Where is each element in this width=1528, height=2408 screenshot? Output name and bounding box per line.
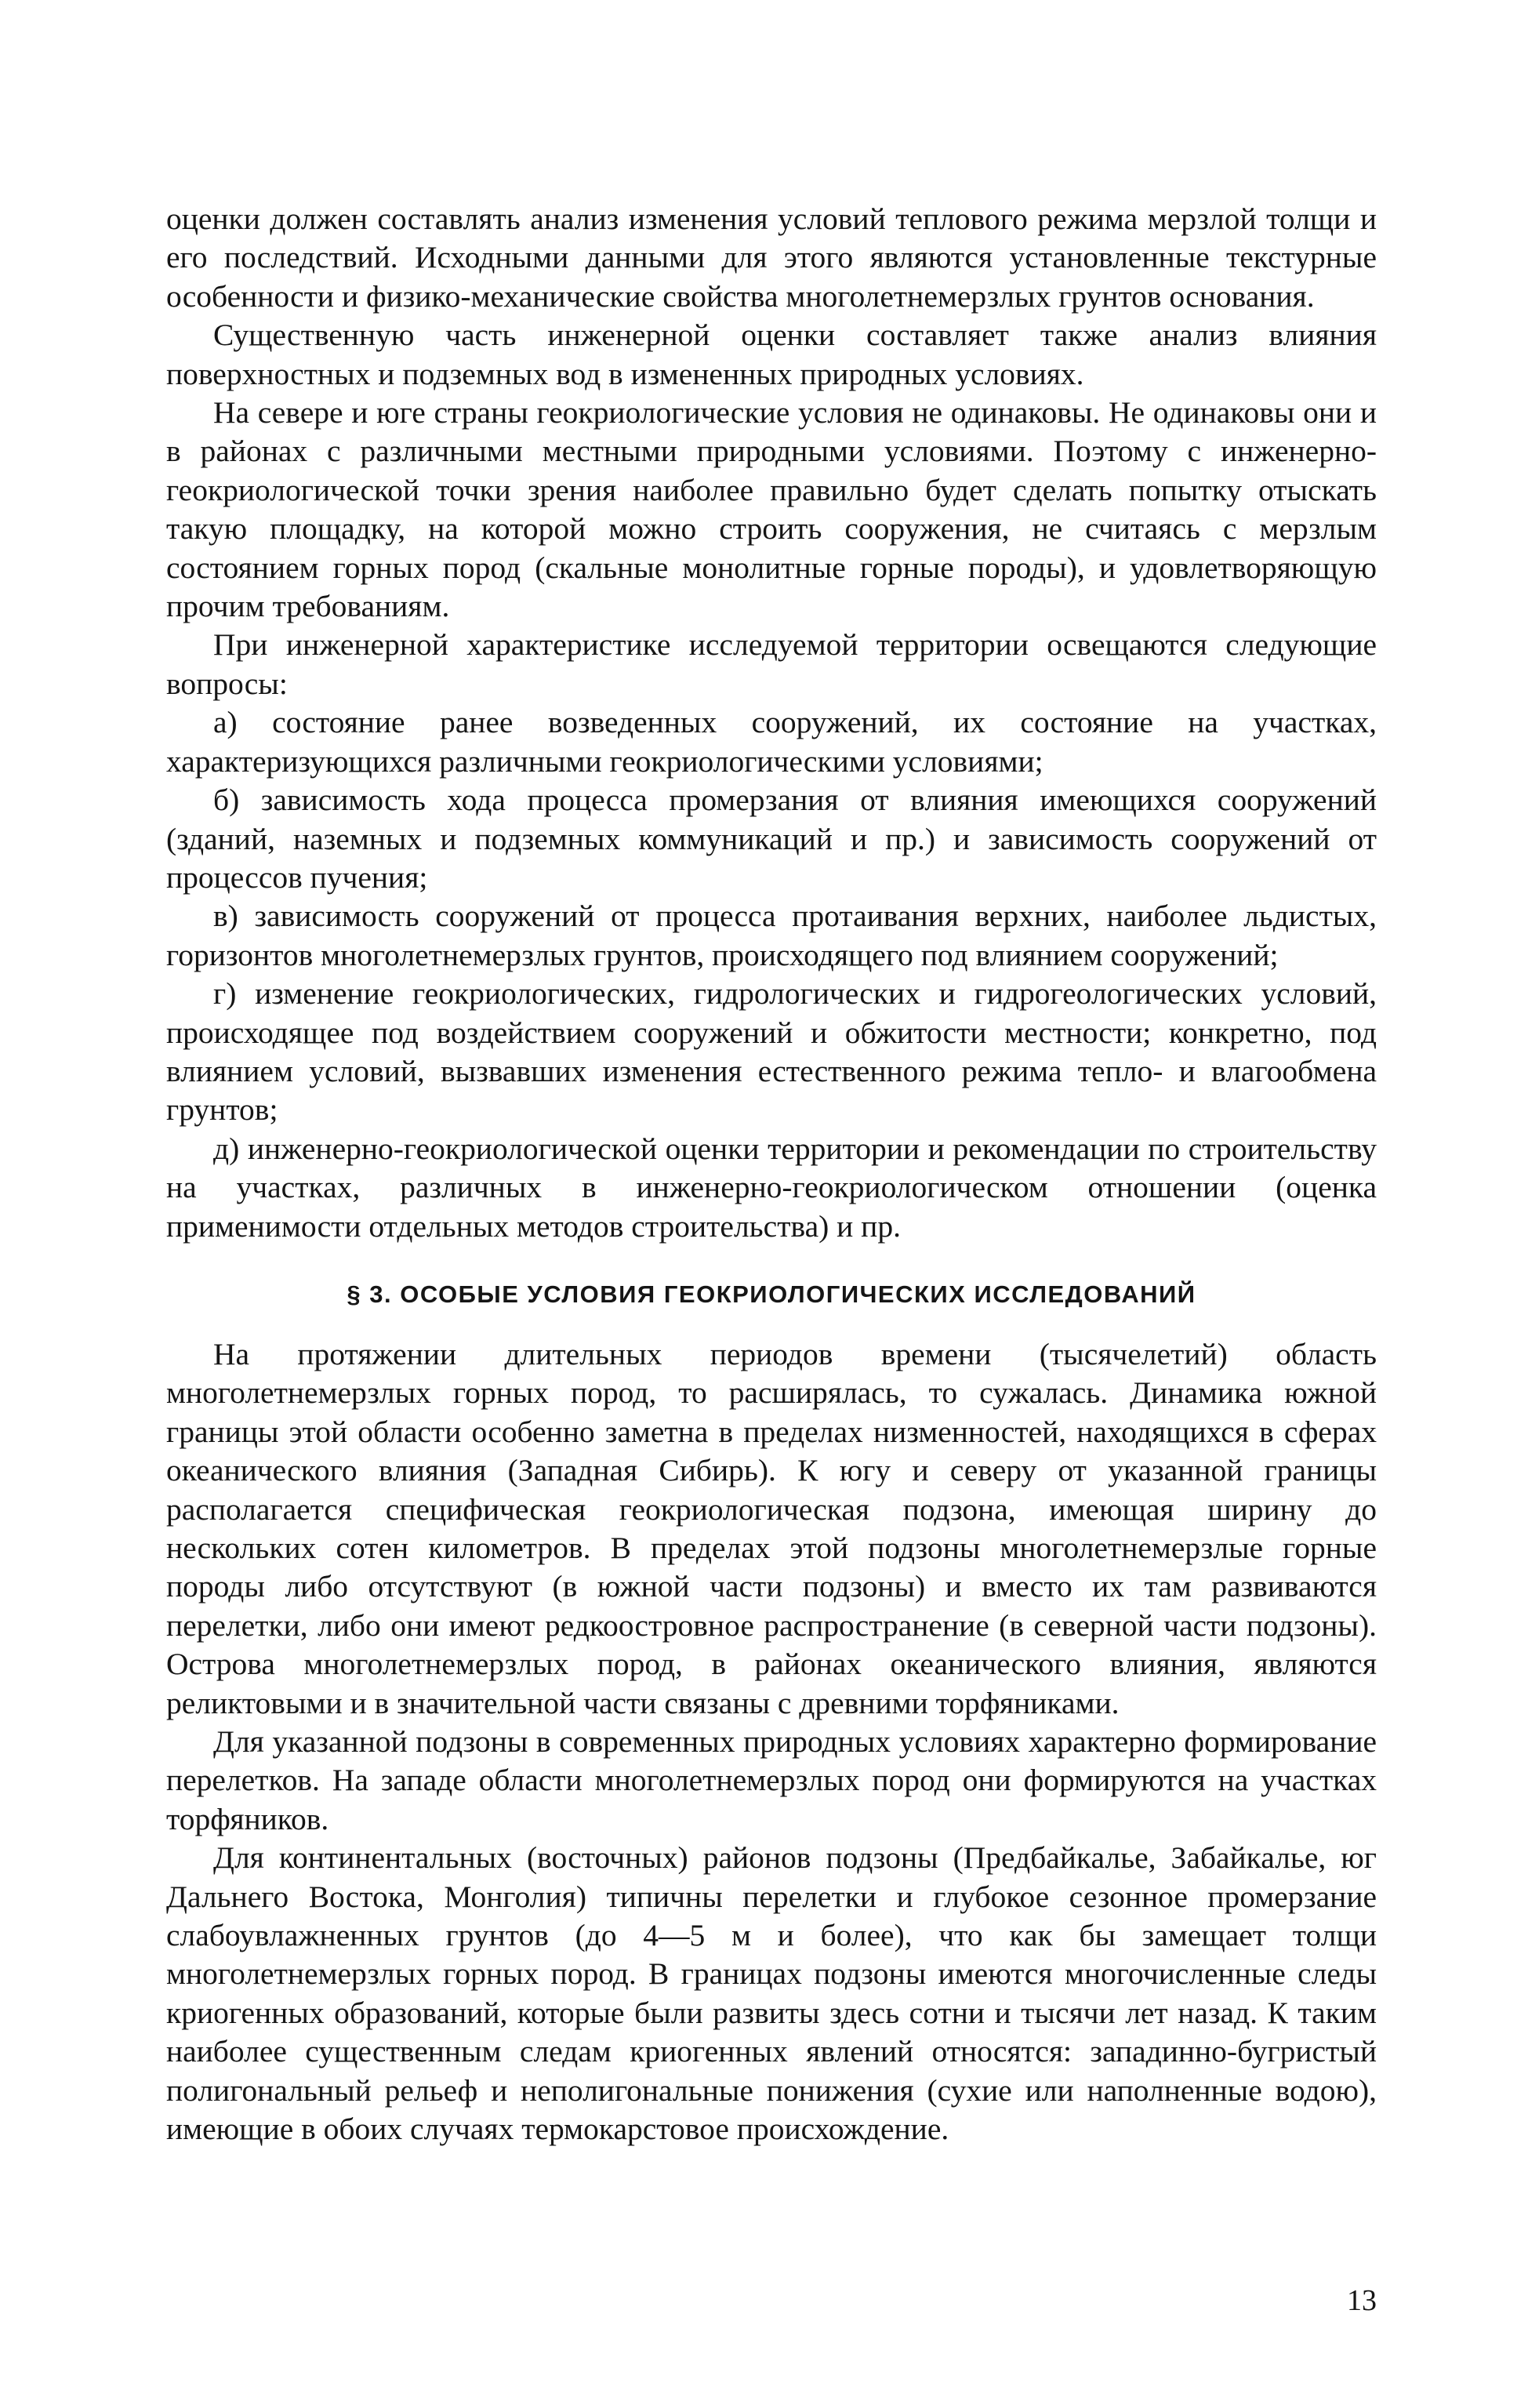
list-item: г) изменение геокриологических, гидрологических и гидрогеологических условий, происходящее под воздействием сооружений и обжитости местности; конкретно, под влиянием условий, вызвавших изменения естественного режима тепло- и влагообмена грунтов; <box>166 976 1377 1128</box>
section-heading: § 3. ОСОБЫЕ УСЛОВИЯ ГЕОКРИОЛОГИЧЕСКИХ ИССЛЕДОВАНИЙ <box>347 1280 1196 1308</box>
paragraph: оценки должен составлять анализ изменения условий теплового режима мерзлой толщи и его последствий. Исходными данными для этого являются установленные текстурные особенности и физико-механические свойства многолетнемерзлых грунтов основания. <box>166 202 1377 314</box>
paragraph: При инженерной характеристике исследуемой территории освещаются следующие вопросы: <box>166 627 1377 701</box>
page-body <box>166 200 1377 2149</box>
paragraph: На протяжении длительных периодов времени (тысячелетий) область многолетнемерзлых горных пород, то расширялась, то сужалась. Динамика южной границы этой области особенно заметна в пределах низменностей, находящихся в сферах океанического влияния (Западная Сибирь). К югу и северу от указанной границы располагается специфическая геокриологическая подзона, имеющая ширину до нескольких сотен километров. В пределах этой подзоны многолетнемерзлые горные породы либо отсутствуют (в южной части подзоны) и вместо их там развиваются перелетки, либо они имеют редкоостровное распространение (в северной части подзоны). Острова многолетнемерзлых пород, в районах океанического влияния, являются реликтовыми и в значительной части связаны с древними торфяниками. <box>166 1336 1377 1720</box>
paragraph: Для указанной подзоны в современных природных условиях характерно формирование перелетков. На западе области многолетнемерзлых пород они формируются на участках торфяников. <box>166 1724 1377 1836</box>
page-number: 13 <box>1347 2284 1377 2317</box>
list-item: а) состояние ранее возведенных сооружений, их состояние на участках, характеризующихся различными геокриологическими условиями; <box>166 705 1377 779</box>
list-item: д) инженерно-геокриологической оценки территории и рекомендации по строительству на участках, различных в инженерно-геокриологическом отношении (оценка применимости отдельных методов строительства) и пр. <box>166 1131 1377 1244</box>
paragraph: Для континентальных (восточных) районов подзоны (Предбайкалье, Забайкалье, юг Дальнего Востока, Монголия) типичны перелетки и глубокое сезонное промерзание слабоувлажненных грунтов (до 4—5 м и более), что как бы замещает толщи многолетнемерзлых горных пород. В границах подзоны имеются многочисленные следы криогенных образований, которые были развиты здесь сотни и тысячи лет назад. К таким наиболее существенным следам криогенных явлений относятся: западинно-бугристый полигональный рельеф и неполигональные понижения (сухие или наполненные водою), имеющие в обоих случаях термокарстовое происхождение. <box>166 1840 1377 2147</box>
list-item: в) зависимость сооружений от процесса протаивания верхних, наиболее льдистых, горизонтов многолетнемерзлых грунтов, происходящего под влиянием сооружений; <box>166 899 1377 972</box>
list-item: б) зависимость хода процесса промерзания от влияния имеющихся сооружений (зданий, наземных и подземных коммуникаций и пр.) и зависимость сооружений от процессов пучения; <box>166 783 1377 895</box>
paragraph: Существенную часть инженерной оценки составляет также анализ влияния поверхностных и подземных вод в измененных природных условиях. <box>166 318 1377 391</box>
paragraph: На севере и юге страны геокриологические условия не одинаковы. Не одинаковы они и в районах с различными местными природными условиями. Поэтому с инженерно-геокриологической точки зрения наиболее правильно будет сделать попытку отыскать такую площадку, на которой можно строить сооружения, не считаясь с мерзлым состоянием горных пород (скальные монолитные горные породы), и удовлетворяющую прочим требованиям. <box>166 395 1377 624</box>
